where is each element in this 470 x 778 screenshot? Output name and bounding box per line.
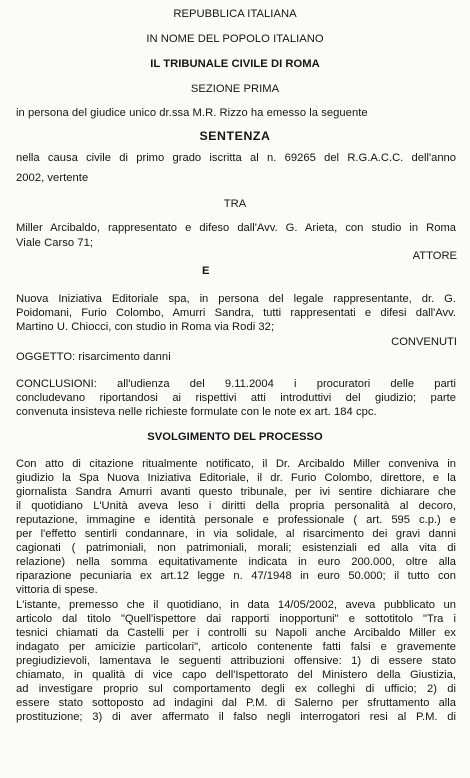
republic-heading: REPUBBLICA ITALIANA [173,8,297,20]
between-label: TRA [223,198,247,210]
conclusions-line-1-text: all'udienza del 9.11.2004 i procuratori delle parti [117,378,457,390]
people-heading: IN NOME DEL POPOLO ITALIANO [146,33,324,45]
subject-line [16,351,171,364]
defendants-role: CONVENUTI [391,336,457,348]
proceedings-line: tesnici chiamati da Castelli per i controlli su Napoli anche Arcibaldo Miller ex [16,627,456,639]
conclusions-label: CONCLUSIONI: [16,378,97,390]
proceedings-line: articolo dal titolo "Quell'ispettore dai rapporti inopportuni" e sottotitolo "Tra i [16,613,456,625]
case-line-2: 2002, vertente [16,172,89,184]
proceedings-line: il quotidiano L'Unità aveva leso i diritti della propria personalità al decoro, [16,500,456,512]
proceedings-line: relazione) nella somma equitativamente indicata in euro 200.000, oltre alla [16,556,456,568]
proceedings-line: ad investigare proprio sul comportamento degli ex colleghi di ufficio; 2) di [16,683,456,695]
plaintiff-line-2: Viale Carso 71; [16,237,94,249]
proceedings-line: reputazione, immagine e identità personale e professionale ( art. 595 c.p.) e [16,514,456,526]
defendants-line-3: Martino U. Chiocci, con studio in Roma via Rodi 32; [16,321,275,333]
proceedings-line: L'istante, premesso che il quotidiano, in data 14/05/2002, aveva pubblicato un [16,599,456,611]
proceedings-line: riparazione pecuniaria ex art.12 legge n. 47/1948 in euro 50.000; il tutto con [16,570,456,582]
case-line-1: nella causa civile di primo grado iscritta al n. 69265 del R.G.A.C.C. dell'anno [16,152,456,164]
proceedings-line: indagato per amicizie particolari", articolo contenente fatti falsi e gravemente [16,641,456,653]
subject-label: OGGETTO: [16,351,76,363]
court-heading: IL TRIBUNALE CIVILE DI ROMA [150,58,320,70]
proceedings-line: per l'effetto sentirli condannare, in via solidale, al risarcimento dei gravi danni [16,528,456,540]
sentence-title: SENTENZA [199,129,271,143]
subject-text: risarcimento danni [78,351,171,363]
proceedings-line: chiamato, in qualità di vice capo dell'Ispettorato del Ministero della Giustizia, [16,669,456,681]
proceedings-line: giornalista Sandra Amurri avanti questo tribunale, per ivi sentire dichiarare che [16,486,456,498]
proceedings-heading: SVOLGIMENTO DEL PROCESSO [147,431,323,443]
conclusions-line-2: concludevano riportandosi ai rispettivi atti introduttivi del giudizio; parte [16,392,456,404]
proceedings-line: Con atto di citazione ritualmente notificato, il Dr. Arcibaldo Miller conveniva in [16,458,456,470]
conclusions-line-3: convenuta insisteva nelle richieste formulate con le note ex art. 184 cpc. [16,406,377,418]
proceedings-line: pregiudizievoli, lamentava le seguenti attribuzioni offensive: 1) di essere stato [16,655,456,667]
judge-line: in persona del giudice unico dr.ssa M.R. Rizzo ha emesso la seguente [16,107,368,119]
section-heading: SEZIONE PRIMA [190,83,280,95]
conclusions-line-1 [16,378,456,391]
defendants-line-2: Poidomani, Furio Colombo, Amurri Sandra, tutti rappresentati e difesi dall'Avv. [16,307,456,319]
defendants-line-1: Nuova Iniziativa Editoriale spa, in persona del legale rappresentante, dr. G. [16,293,456,305]
plaintiff-role: ATTORE [412,250,457,262]
proceedings-line: prostituzione; 3) di aver affermato il falso negli interrogatori resi al P.M. di [16,711,456,723]
proceedings-line: giudizio la Spa Nuova Iniziativa Editoriale, il dr. Furio Colombo, direttore, e la [16,472,456,484]
plaintiff-line-1: Miller Arcibaldo, rappresentato e difeso dall'Avv. G. Arieta, con studio in Roma [16,222,456,234]
proceedings-line: cagionati ( patrimoniali, non patrimoniali, morali; esistenziali ed alla vita di [16,542,456,554]
proceedings-line: essere stato sottoposto ad indagini dal P.M. di Salerno per sfruttamento alla [16,697,456,709]
proceedings-line: vittoria di spese. [16,584,98,596]
and-label: E [202,265,210,277]
